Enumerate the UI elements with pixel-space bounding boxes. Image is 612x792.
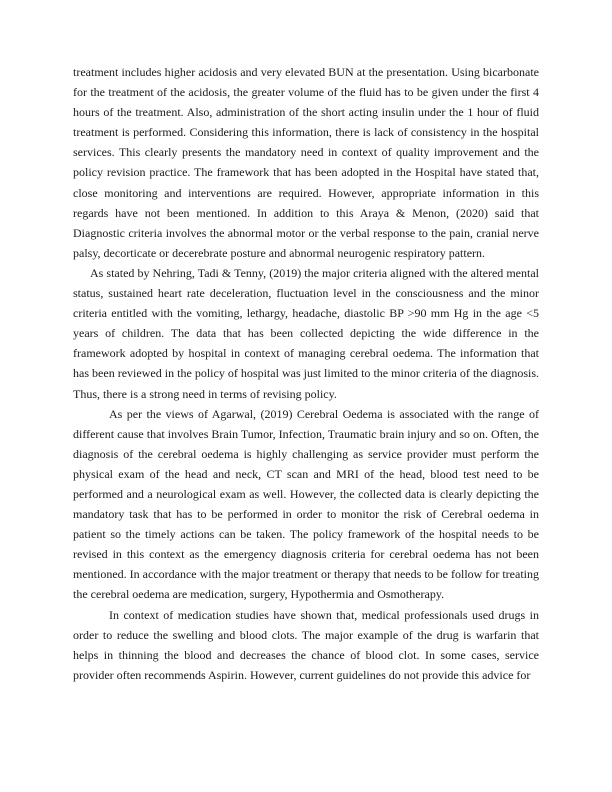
paragraph-major-criteria: As stated by Nehring, Tadi & Tenny, (2019) the major criteria aligned with the altered mental status, sustained heart rate deceleration, fluctuation level in the consciousness and the minor criteria entitled with the vomiting, lethargy, headache, diastolic BP >90 mm Hg in the age <5 years of children. The data that has been collected depicting the wide difference in the framework adopted by hospital in context of managing cerebral oedema. The information that has been reviewed in the policy of hospital was just limited to the minor criteria of the diagnosis. Thus, there is a strong need in terms of revising policy. — [73, 265, 539, 401]
body-text — [73, 62, 539, 685]
paragraph-medication: In context of medication studies have shown that, medical professionals used drugs in order to reduce the swelling and blood clots. The major example of the drug is warfarin that helps in thinning the blood and decreases the chance of blood clot. In some cases, service provider often recommends Aspirin. However, current guidelines do not provide this advice for — [73, 607, 539, 682]
paragraph-cerebral-oedema-causes: As per the views of Agarwal, (2019) Cerebral Oedema is associated with the range of different cause that involves Brain Tumor, Infection, Traumatic brain injury and so on. Often, the diagnosis of the cerebral oedema is highly challenging as service provider must perform the physical exam of the head and neck, CT scan and MRI of the head, blood test need to be performed and a neurological exam as well. However, the collected data is clearly depicting the mandatory task that has to be performed in order to monitor the risk of Cerebral oedema in patient so the timely actions can be taken. The policy framework of the hospital needs to be revised in this context as the emergency diagnosis criteria for cerebral oedema has not been mentioned. In accordance with the major treatment or therapy that needs to be follow for treating the cerebral oedema are medication, surgery, Hypothermia and Osmotherapy. — [73, 406, 539, 602]
paragraph-acidosis-treatment: treatment includes higher acidosis and very elevated BUN at the presentation. Using bicarbonate for the treatment of the acidosis, the greater volume of the fluid has to be given under the first 4 hours of the treatment. Also, administration of the short acting insulin under the 1 hour of fluid treatment is performed. Considering this information, there is lack of consistency in the hospital services. This clearly presents the mandatory need in context of quality improvement and the policy revision practice. The framework that has been adopted in the Hospital have stated that, close monitoring and interventions are required. However, appropriate information in this regards have not been mentioned. In addition to this Araya & Menon, (2020) said that Diagnostic criteria involves the abnormal motor or the verbal response to the pain, cranial nerve palsy, decorticate or decerebrate posture and abnormal neurogenic respiratory pattern. — [73, 65, 539, 260]
